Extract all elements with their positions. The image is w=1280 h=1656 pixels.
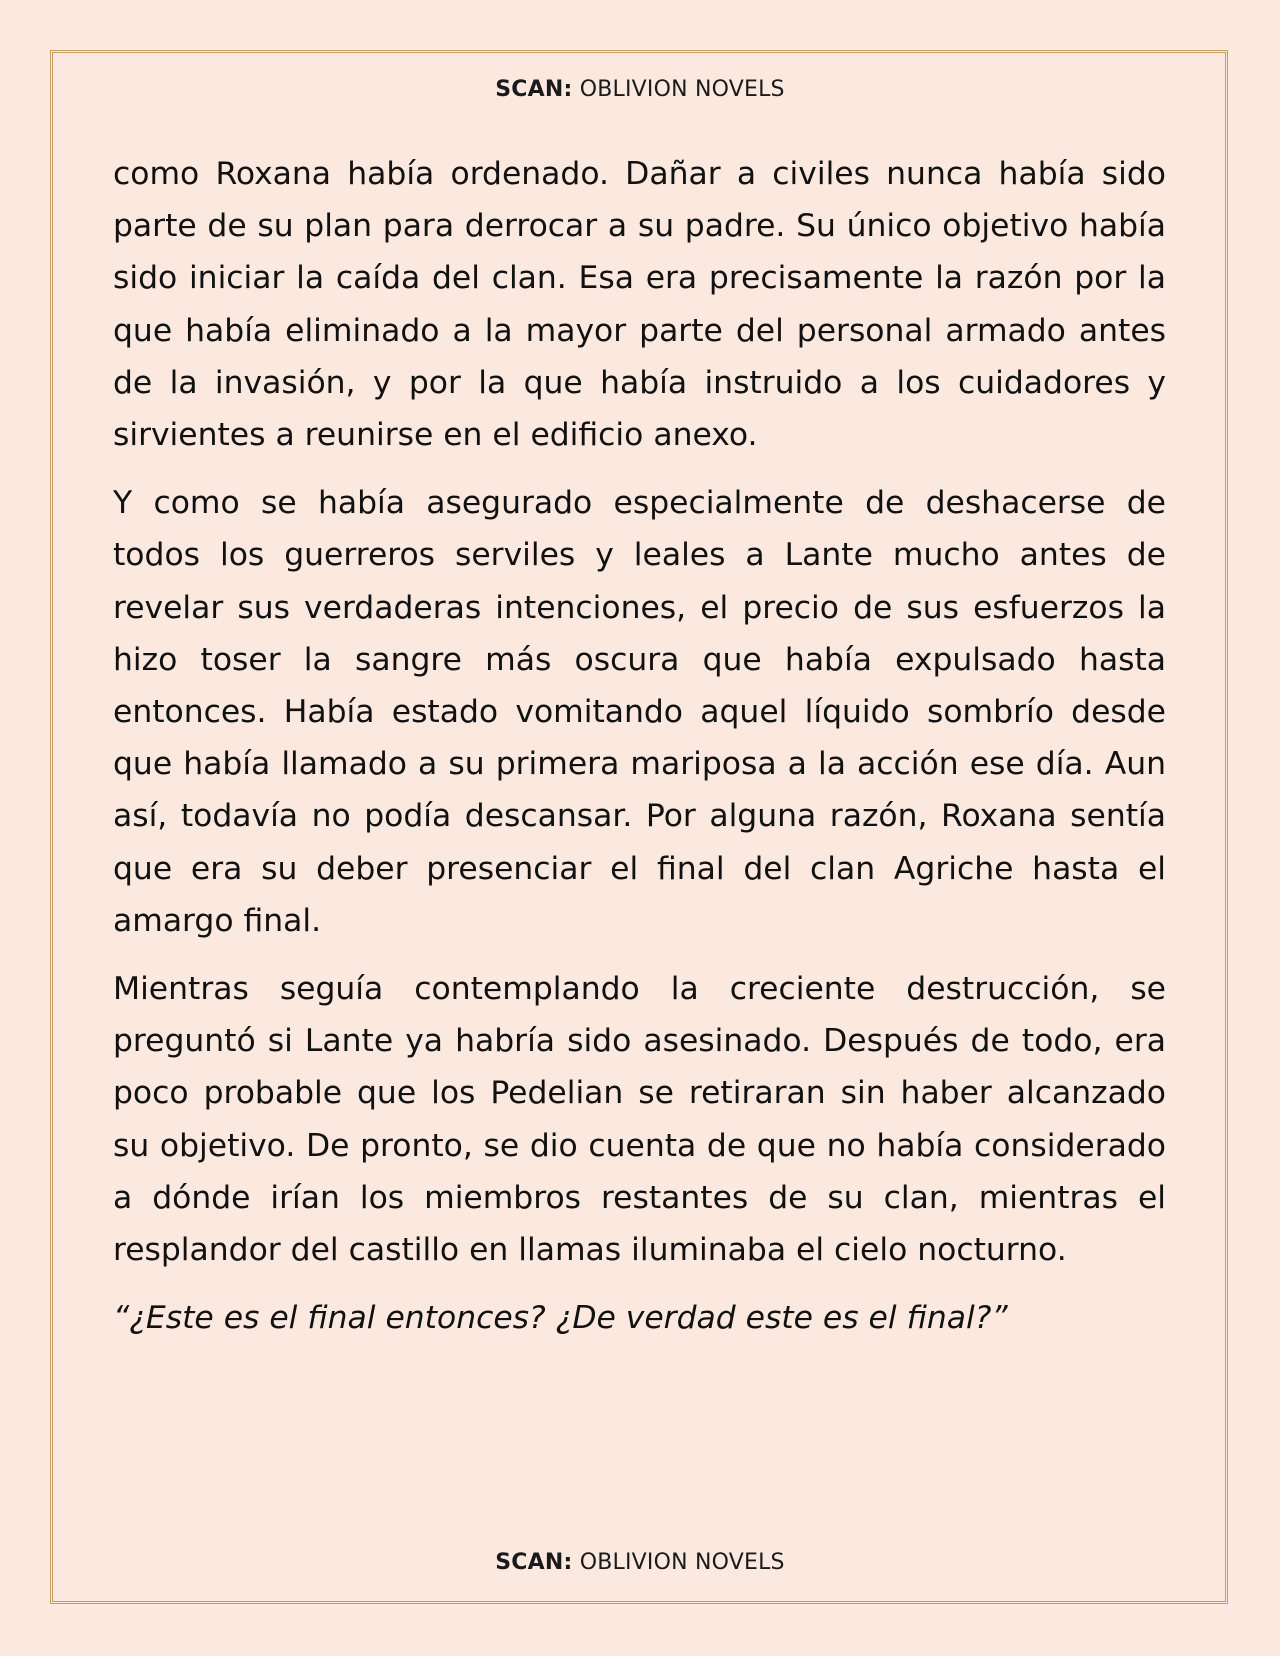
paragraph-3: Mientras seguía contemplando la creciente destrucción, se preguntó si Lante ya habría sido asesinado. Después de todo, era poco probable que los Pedelian se retiraran sin haber alcanzado su objetivo. De pronto, se dio cuenta de que no había considerado a dónde irían los miembros restantes de su clan, mientras el resplandor del castillo en llamas iluminaba el cielo nocturno. [113, 971, 1166, 1269]
header-source-name: OBLIVION NOVELS [579, 77, 785, 102]
body-text [113, 148, 1166, 1360]
paragraph-2: Y como se había asegurado especialmente de deshacerse de todos los guerreros serviles y leales a Lante mucho antes de revelar sus verdaderas intenciones, el precio de sus esfuerzos la hizo toser la sangre más oscura que había expulsado hasta entonces. Había estado vomitando aquel líquido sombrío desde que había llamado a su primera mariposa a la acción ese día. Aun así, todavía no podía descansar. Por alguna razón, Roxana sentía que era su deber presenciar el final del clan Agriche hasta el amargo final. [113, 485, 1166, 939]
footer-source-name: OBLIVION NOVELS [579, 1550, 785, 1575]
header-scan-label: SCAN: [495, 77, 573, 102]
page-footer [0, 1550, 1280, 1575]
paragraph-1: como Roxana había ordenado. Dañar a civiles nunca había sido parte de su plan para derrocar a su padre. Su único objetivo había sido iniciar la caída del clan. Esa era precisamente la razón por la que había eliminado a la mayor parte del personal armado antes de la invasión, y por la que había instruido a los cuidadores y sirvientes a reunirse en el edificio anexo. [113, 156, 1166, 454]
dialogue-quote: “¿Este es el final entonces? ¿De verdad este es el final?” [113, 1300, 1008, 1337]
footer-scan-label: SCAN: [495, 1550, 573, 1575]
page-header [0, 77, 1280, 102]
